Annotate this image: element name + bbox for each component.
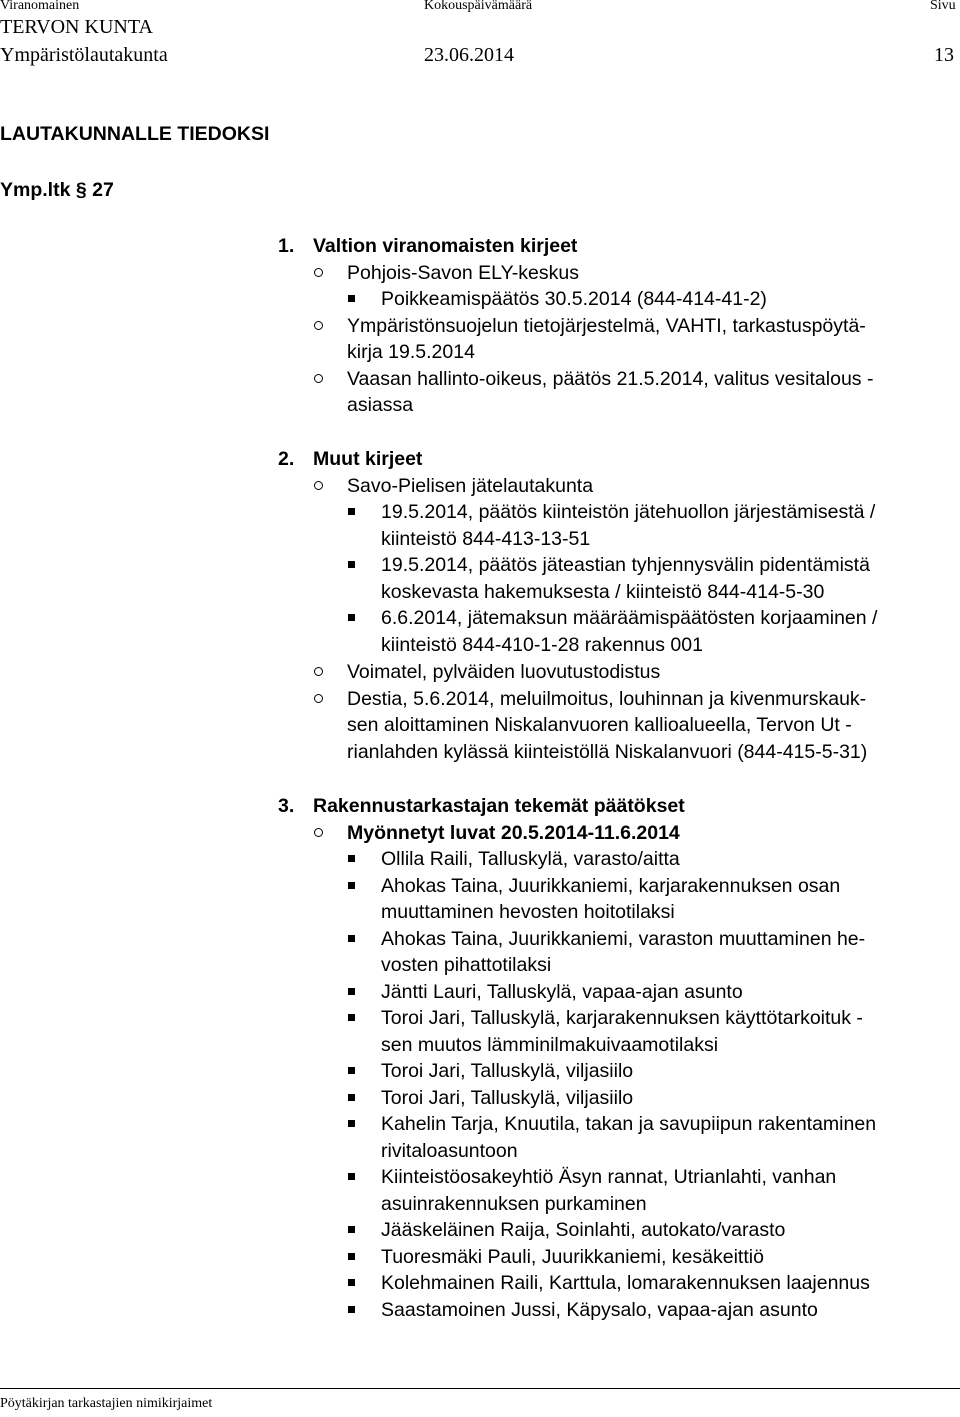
square-bullet-icon [348, 935, 355, 942]
list-item: Destia, 5.6.2014, meluilmoitus, louhinnan ja kivenmurskauk- [347, 688, 867, 710]
list-item-continuation: kirja 19.5.2014 [347, 341, 475, 363]
square-bullet-icon [348, 561, 355, 568]
circle-bullet-icon [314, 268, 323, 277]
header-organization: TERVON KUNTA [0, 16, 153, 38]
square-bullet-icon [348, 295, 355, 302]
list-item: Toroi Jari, Talluskylä, viljasiilo [381, 1060, 634, 1082]
square-bullet-icon [348, 1173, 355, 1180]
list-item: Ympäristönsuojelun tietojärjestelmä, VAHTI, tarkastuspöytä- [347, 315, 866, 337]
header-authority-label: Viranomainen [0, 0, 80, 13]
header-meeting-date: 23.06.2014 [424, 44, 514, 66]
list-item-continuation: koskevasta hakemuksesta / kiinteistö 844-414-5-30 [381, 581, 825, 603]
list-item-continuation: rivitaloasuntoon [381, 1140, 518, 1162]
list-item: Jääskeläinen Raija, Soinlahti, autokato/varasto [381, 1219, 786, 1241]
list-item: Toroi Jari, Talluskylä, viljasiilo [381, 1087, 634, 1109]
list-item-continuation: muuttaminen hevosten hoitotilaksi [381, 901, 675, 923]
circle-bullet-icon [314, 694, 323, 703]
list-item: Kiinteistöosakeyhtiö Äsyn rannat, Utrianlahti, vanhan [381, 1166, 837, 1188]
list-item: 19.5.2014, päätös kiinteistön jätehuollon järjestämisestä / [381, 501, 876, 523]
list-item: Voimatel, pylväiden luovutustodistus [347, 661, 661, 683]
square-bullet-icon [348, 614, 355, 621]
circle-bullet-icon [314, 828, 323, 837]
square-bullet-icon [348, 508, 355, 515]
section-heading: Valtion viranomaisten kirjeet [313, 235, 578, 257]
section-heading: Muut kirjeet [313, 448, 423, 470]
list-item: Toroi Jari, Talluskylä, karjarakennuksen käyttötarkoituk - [381, 1007, 863, 1029]
list-item: Ahokas Taina, Juurikkaniemi, karjarakennuksen osan [381, 875, 841, 897]
section-reference: Ymp.ltk § 27 [0, 179, 114, 201]
list-item: Pohjois-Savon ELY-keskus [347, 262, 579, 284]
list-item: Savo-Pielisen jätelautakunta [347, 475, 594, 497]
square-bullet-icon [348, 882, 355, 889]
list-item-continuation: sen aloittaminen Niskalanvuoren kallioalueella, Tervon Ut - [347, 714, 852, 736]
list-item: Jäntti Lauri, Talluskylä, vapaa-ajan asunto [381, 981, 743, 1003]
footer-text: Pöytäkirjan tarkastajien nimikirjaimet [0, 1396, 213, 1411]
list-item: Ahokas Taina, Juurikkaniemi, varaston muuttaminen he- [381, 928, 866, 950]
list-item-continuation: kiinteistö 844-413-13-51 [381, 528, 591, 550]
list-item: Kolehmainen Raili, Karttula, lomarakennuksen laajennus [381, 1272, 870, 1294]
square-bullet-icon [348, 1120, 355, 1127]
section-title: LAUTAKUNNALLE TIEDOKSI [0, 123, 270, 145]
list-item: Tuoresmäki Pauli, Juurikkaniemi, kesäkeittiö [381, 1246, 764, 1268]
list-item: 6.6.2014, jätemaksun määräämispäätösten korjaaminen / [381, 607, 878, 629]
header-board: Ympäristölautakunta [0, 44, 168, 66]
header-date-label: Kokouspäivämäärä [424, 0, 533, 13]
square-bullet-icon [348, 1226, 355, 1233]
circle-bullet-icon [314, 374, 323, 383]
header-page-label: Sivu [930, 0, 956, 13]
circle-bullet-icon [314, 321, 323, 330]
list-item: Myönnetyt luvat 20.5.2014-11.6.2014 [347, 822, 680, 844]
list-item-continuation: kiinteistö 844-410-1-28 rakennus 001 [381, 634, 703, 656]
square-bullet-icon [348, 1279, 355, 1286]
section-number: 1. [278, 235, 295, 257]
list-item-continuation: rianlahden kylässä kiinteistöllä Niskalanvuori (844-415-5-31) [347, 741, 868, 763]
list-item: Ollila Raili, Talluskylä, varasto/aitta [381, 848, 680, 870]
section-number: 2. [278, 448, 295, 470]
square-bullet-icon [348, 1253, 355, 1260]
list-item: Poikkeamispäätös 30.5.2014 (844-414-41-2) [381, 288, 767, 310]
list-item: Saastamoinen Jussi, Käpysalo, vapaa-ajan asunto [381, 1299, 818, 1321]
list-item-continuation: sen muutos lämminilmakuivaamotilaksi [381, 1034, 719, 1056]
square-bullet-icon [348, 1306, 355, 1313]
square-bullet-icon [348, 988, 355, 995]
square-bullet-icon [348, 1014, 355, 1021]
list-item-continuation: vosten pihattotilaksi [381, 954, 552, 976]
square-bullet-icon [348, 855, 355, 862]
section-number: 3. [278, 795, 295, 817]
circle-bullet-icon [314, 481, 323, 490]
circle-bullet-icon [314, 667, 323, 676]
footer-divider [0, 1388, 960, 1389]
square-bullet-icon [348, 1067, 355, 1074]
header-page-number: 13 [934, 44, 954, 66]
list-item-continuation: asuinrakennuksen purkaminen [381, 1193, 647, 1215]
list-item: Vaasan hallinto-oikeus, päätös 21.5.2014, valitus vesitalous - [347, 368, 874, 390]
section-heading: Rakennustarkastajan tekemät päätökset [313, 795, 685, 817]
list-item: Kahelin Tarja, Knuutila, takan ja savupiipun rakentaminen [381, 1113, 877, 1135]
square-bullet-icon [348, 1094, 355, 1101]
list-item-continuation: asiassa [347, 394, 414, 416]
list-item: 19.5.2014, päätös jäteastian tyhjennysvälin pidentämistä [381, 554, 870, 576]
